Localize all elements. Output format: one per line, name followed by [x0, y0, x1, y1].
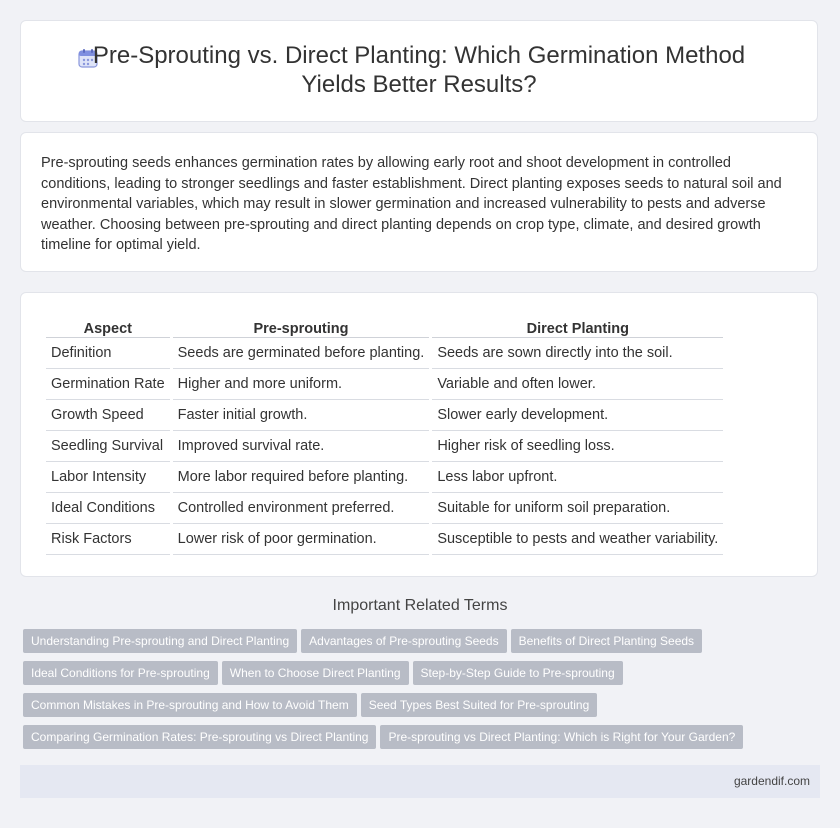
table-cell-pre-sprouting: Improved survival rate.: [173, 431, 430, 462]
table-row: [46, 524, 723, 555]
table-cell-pre-sprouting: Seeds are germinated before planting.: [173, 338, 430, 369]
table-cell-aspect: Risk Factors: [46, 524, 170, 555]
intro-card: [20, 132, 818, 272]
table-cell-aspect: Labor Intensity: [46, 462, 170, 493]
table-cell-direct-planting: Susceptible to pests and weather variability.: [432, 524, 723, 555]
table-cell-direct-planting: Variable and often lower.: [432, 369, 723, 400]
header-pre-sprouting: Pre-sprouting: [173, 315, 430, 338]
header-aspect: Aspect: [46, 315, 170, 338]
table-cell-direct-planting: Suitable for uniform soil preparation.: [432, 493, 723, 524]
related-term-tag[interactable]: Ideal Conditions for Pre-sprouting: [23, 661, 218, 685]
table-cell-direct-planting: Seeds are sown directly into the soil.: [432, 338, 723, 369]
table-cell-direct-planting: Slower early development.: [432, 400, 723, 431]
footer: [20, 765, 820, 798]
table-cell-aspect: Germination Rate: [46, 369, 170, 400]
related-term-tag[interactable]: Common Mistakes in Pre-sprouting and How to Avoid Them: [23, 693, 357, 717]
title-card: [20, 20, 818, 122]
page-title: Pre-Sprouting vs. Direct Planting: Which Germination Method Yields Better Results?: [92, 42, 746, 98]
comparison-table-card: [20, 292, 818, 577]
table-cell-pre-sprouting: Lower risk of poor germination.: [173, 524, 430, 555]
table-cell-pre-sprouting: More labor required before planting.: [173, 462, 430, 493]
table-row: [46, 338, 723, 369]
related-terms-list: [23, 629, 823, 757]
intro-paragraph: Pre-sprouting seeds enhances germination rates by allowing early root and shoot development in controlled conditions, leading to stronger seedlings and faster establishment. Direct planting exposes seeds to natural soil and environmental variables, which may result in slower germination and increased vulnerability to pests and adverse weather. Choosing between pre-sprouting and direct planting depends on crop type, climate, and desired growth timeline for optimal yield.: [41, 155, 782, 253]
related-term-tag[interactable]: Comparing Germination Rates: Pre-sprouting vs Direct Planting: [23, 725, 376, 749]
related-term-tag[interactable]: Understanding Pre-sprouting and Direct Planting: [23, 629, 297, 653]
related-term-tag[interactable]: Benefits of Direct Planting Seeds: [511, 629, 702, 653]
table-cell-pre-sprouting: Controlled environment preferred.: [173, 493, 430, 524]
footer-site-link[interactable]: gardendif.com: [733, 774, 810, 788]
table-cell-pre-sprouting: Faster initial growth.: [173, 400, 430, 431]
table-cell-aspect: Definition: [46, 338, 170, 369]
related-term-tag[interactable]: Step-by-Step Guide to Pre-sprouting: [413, 661, 623, 685]
related-term-tag[interactable]: Pre-sprouting vs Direct Planting: Which is Right for Your Garden?: [380, 725, 743, 749]
table-row: [46, 431, 723, 462]
comparison-table: [43, 315, 726, 555]
table-row: [46, 462, 723, 493]
table-row: [46, 400, 723, 431]
related-terms-title: Important Related Terms: [332, 597, 508, 614]
table-row: [46, 493, 723, 524]
table-header-row: [46, 315, 723, 338]
table-cell-direct-planting: Higher risk of seedling loss.: [432, 431, 723, 462]
related-term-tag[interactable]: Seed Types Best Suited for Pre-sprouting: [361, 693, 598, 717]
related-term-tag[interactable]: When to Choose Direct Planting: [222, 661, 409, 685]
table-row: [46, 369, 723, 400]
table-cell-aspect: Seedling Survival: [46, 431, 170, 462]
table-cell-aspect: Ideal Conditions: [46, 493, 170, 524]
table-cell-pre-sprouting: Higher and more uniform.: [173, 369, 430, 400]
related-term-tag[interactable]: Advantages of Pre-sprouting Seeds: [301, 629, 506, 653]
table-cell-aspect: Growth Speed: [46, 400, 170, 431]
header-direct-planting: Direct Planting: [432, 315, 723, 338]
table-cell-direct-planting: Less labor upfront.: [432, 462, 723, 493]
